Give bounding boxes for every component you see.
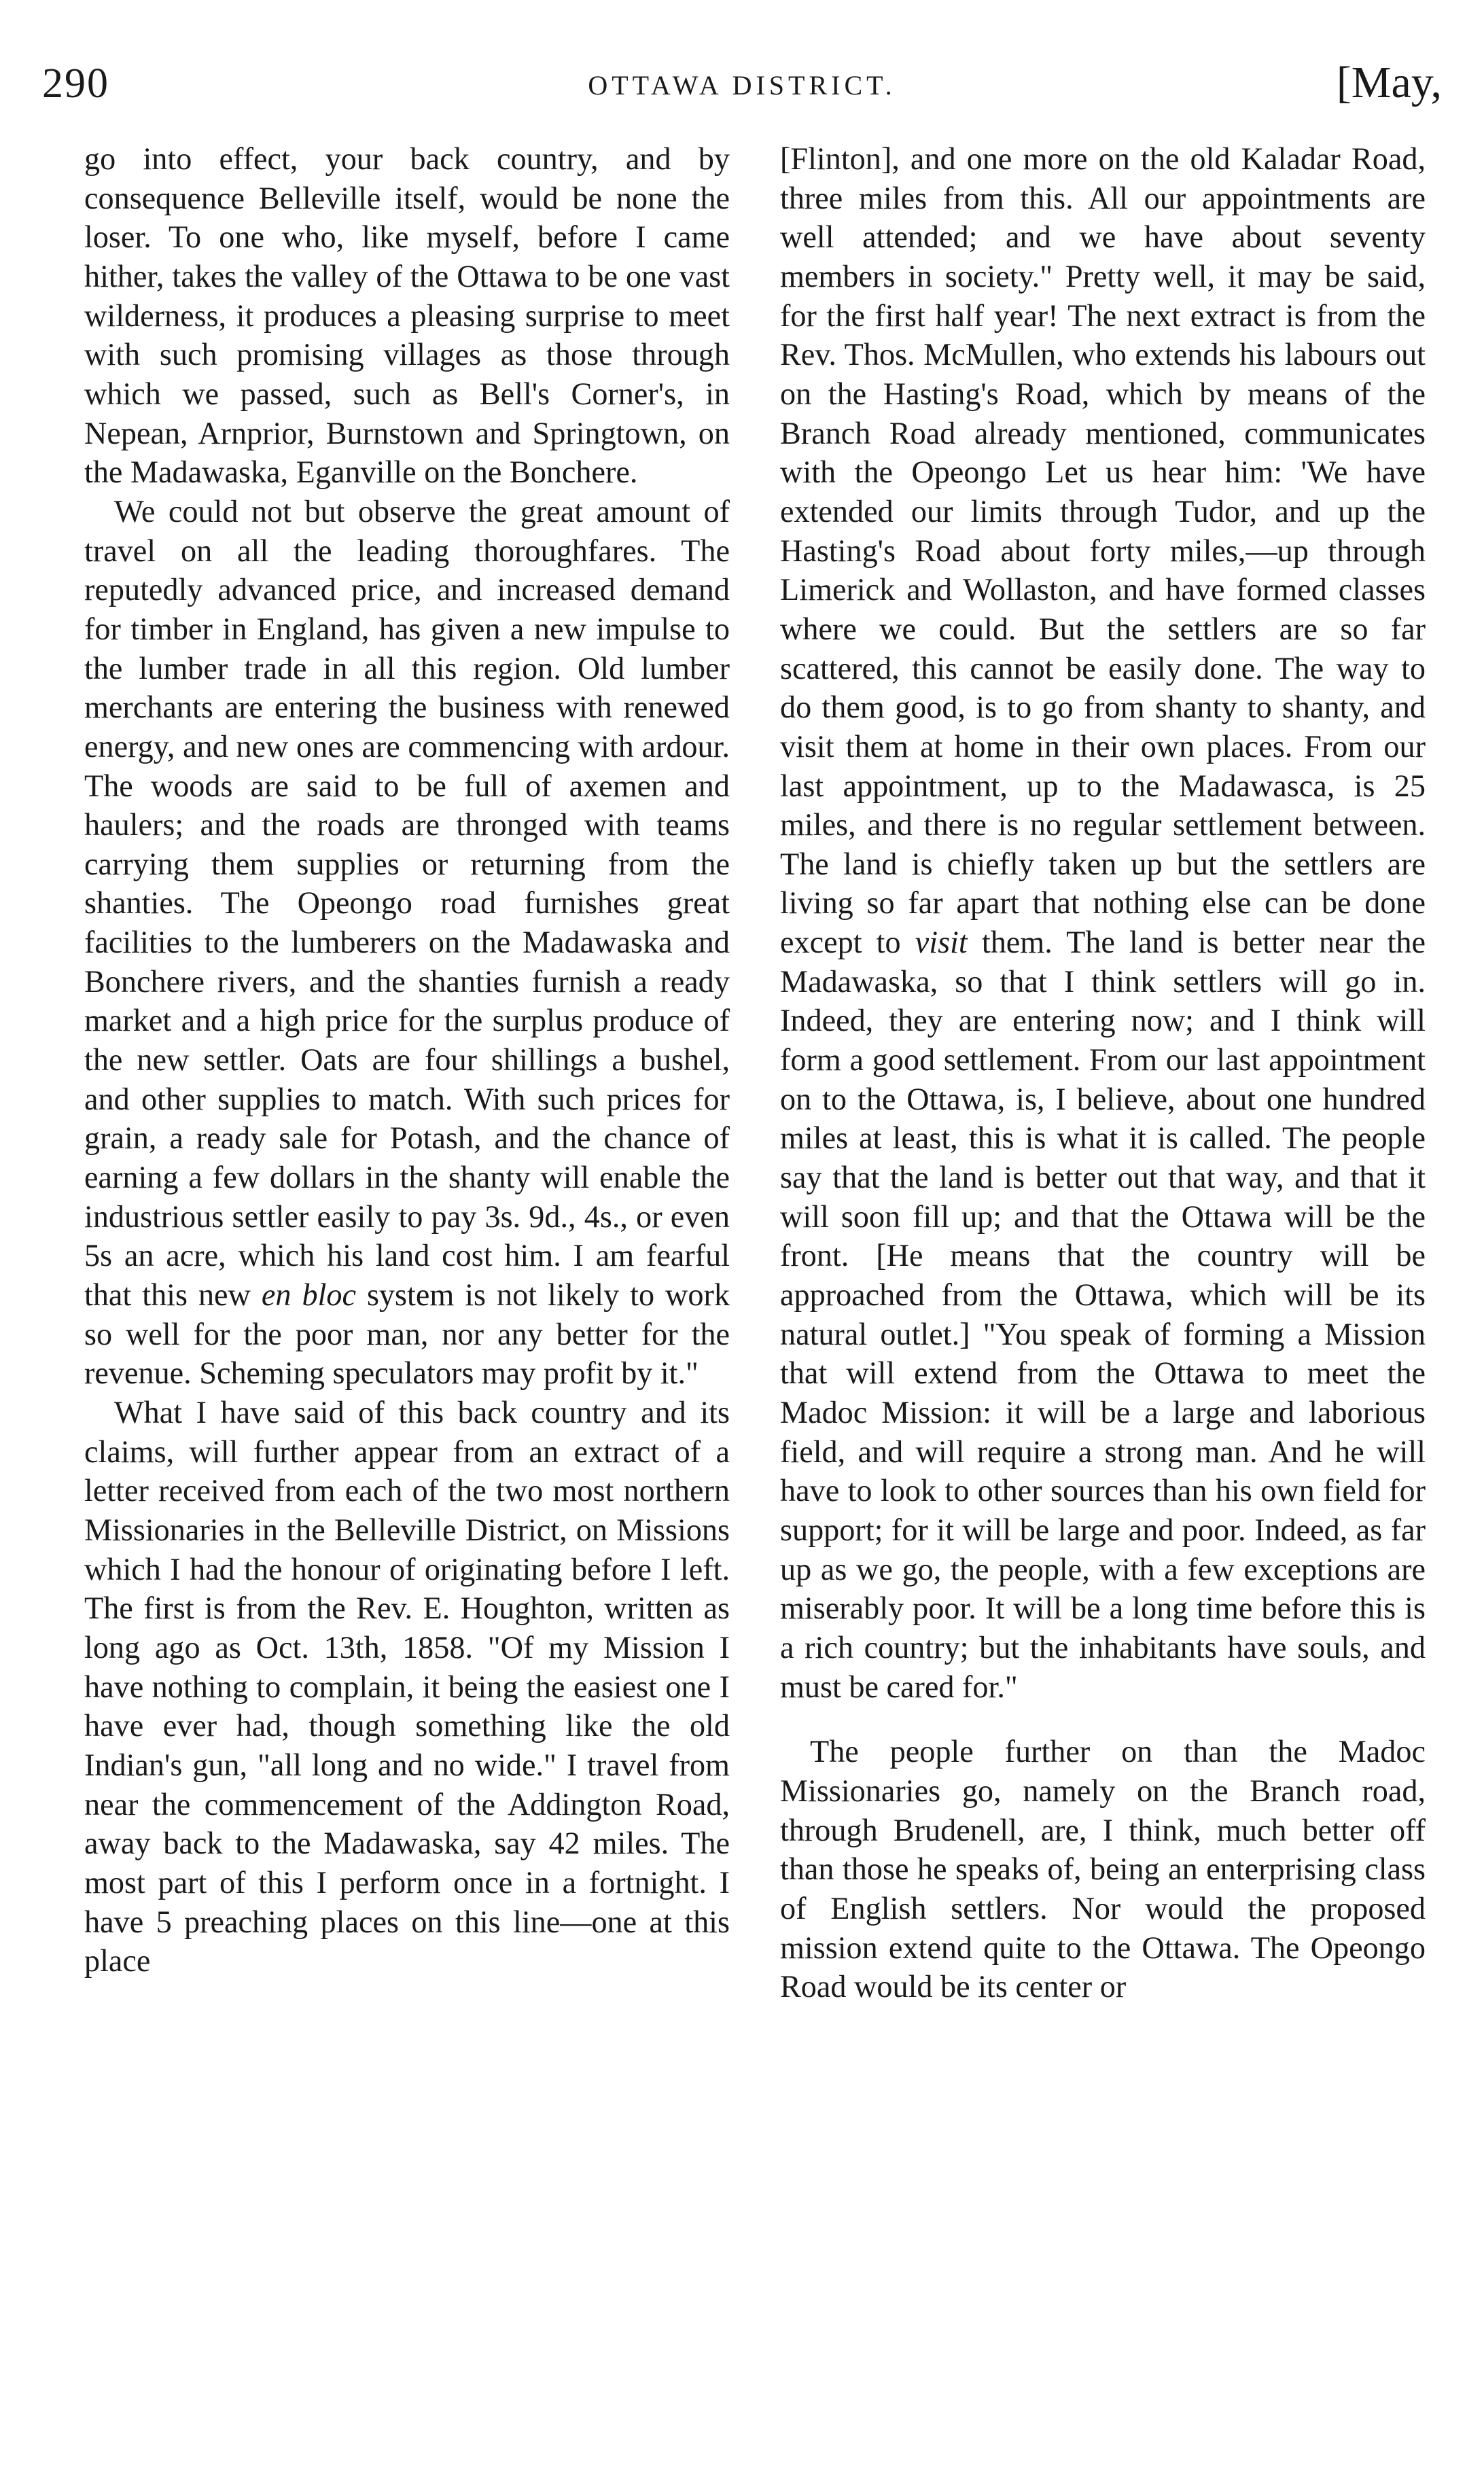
left-paragraph-2 [84,492,730,1393]
right-paragraph-1-text-a: [Flinton], and one more on the old Kaladar Road, three miles from this. All our appointments are well attended; and we have about seventy members in society." Pretty well, it may be said, for the first half year! The next extract is from the Rev. Thos. McMullen, who extends his labours out on the Hasting's Road, which by means of the Branch Road already mentioned, communicates with the Opeongo Let us hear him: 'We have extended our limits through Tudor, and up the Hasting's Road about forty miles,—up through Limerick and Wollaston, and have formed classes where we could. But the settlers are so far scattered, this cannot be easily done. The way to do them good, is to go from shanty to shanty, and visit them at home in their own places. From our last appointment, up to the Madawasca, is 25 miles, and there is no regular settlement between. The land is chiefly taken up but the settlers are living so far apart that nothing else can be done except to [780,141,1426,960]
right-column [780,139,1426,2006]
left-paragraph-1: go into effect, your back country, and by consequence Belleville itself, would be none the loser. To one who, like myself, before I came hither, takes the valley of the Ottawa to be one vast wilderness, it produces a pleasing surprise to meet with such promising villages as those through which we passed, such as Bell's Corner's, in Nepean, Arnprior, Burnstown and Springtown, on the Madawaska, Eganville on the Bonchere. [84,141,730,490]
left-paragraph-2-text-b: system is not likely to work so well for the poor man, nor any better for the revenue. Scheming speculators may profit by it." [84,1277,730,1391]
left-column [84,139,730,1981]
right-paragraph-1-italic: visit [915,925,968,960]
left-paragraph-2-italic: en bloc [261,1277,356,1313]
left-paragraph-2-text-a: We could not but observe the great amount of travel on all the leading thoroughfares. The reputedly advanced price, and increased demand for timber in England, has given a new impulse to the lumber trade in all this region. Old lumber merchants are entering the business with renewed energy, and new ones are commencing with ardour. The woods are said to be full of axemen and haulers; and the roads are thronged with teams carrying them supplies or returning from the shanties. The Opeongo road furnishes great facilities to the lumberers on the Madawaska and Bonchere rivers, and the shanties furnish a ready market and a high price for the surplus produce of the new settler. Oats are four shillings a bushel, and other supplies to match. With such prices for grain, a ready sale for Potash, and the chance of earning a few dollars in the shanty will enable the industrious settler easily to pay 3s. 9d., 4s., or even 5s an acre, which his land cost him. I am fearful that this new [84,493,730,1313]
right-paragraph-1-text-b: them. The land is better near the Madawaska, so that I think settlers will go in. Indeed, they are entering now; and I think will form a good settlement. From our last appointment on to the Ottawa, is, I believe, about one hundred miles at least, this is what it is called. The people say that the land is better out that way, and that it will soon fill up; and that the Ottawa will be the front. [He means that the country will be approached from the Ottawa, which will be its natural outlet.] "You speak of forming a Mission that will extend from the Ottawa to meet the Madoc Mission: it will be a large and laborious field, and will require a strong man. And he will have to look to other sources than his own field for support; for it will be large and poor. Indeed, as far up as we go, the people, with a few exceptions are miserably poor. It will be a long time before this is a rich country; but the inhabitants have souls, and must be cared for." [780,925,1426,1704]
left-paragraph-3: What I have said of this back country and its claims, will further appear from an extract of a letter received from each of the two most northern Missionaries in the Belleville District, on Missions which I had the honour of originating before I left. The first is from the Rev. E. Houghton, written as long ago as Oct. 13th, 1858. "Of my Mission I have nothing to complain, it being the easiest one I have ever had, though something like the old Indian's gun, "all long and no wide." I travel from near the commencement of the Addington Road, away back to the Madawaska, say 42 miles. The most part of this I perform once in a fortnight. I have 5 preaching places on this line—one at this place [84,1395,730,1979]
right-paragraph-2: The people further on than the Madoc Missionaries go, namely on the Branch road, through Brudenell, are, I think, much better off than those he speaks of, being an enterprising class of English settlers. Nor would the proposed mission extend quite to the Ottawa. The Opeongo Road would be its center or [780,1734,1426,2004]
running-head [0,60,1484,135]
running-month: [May, [1336,58,1442,107]
right-paragraph-1 [780,139,1426,1706]
page-number: 290 [42,60,109,107]
running-title: OTTAWA DISTRICT. [588,70,896,101]
